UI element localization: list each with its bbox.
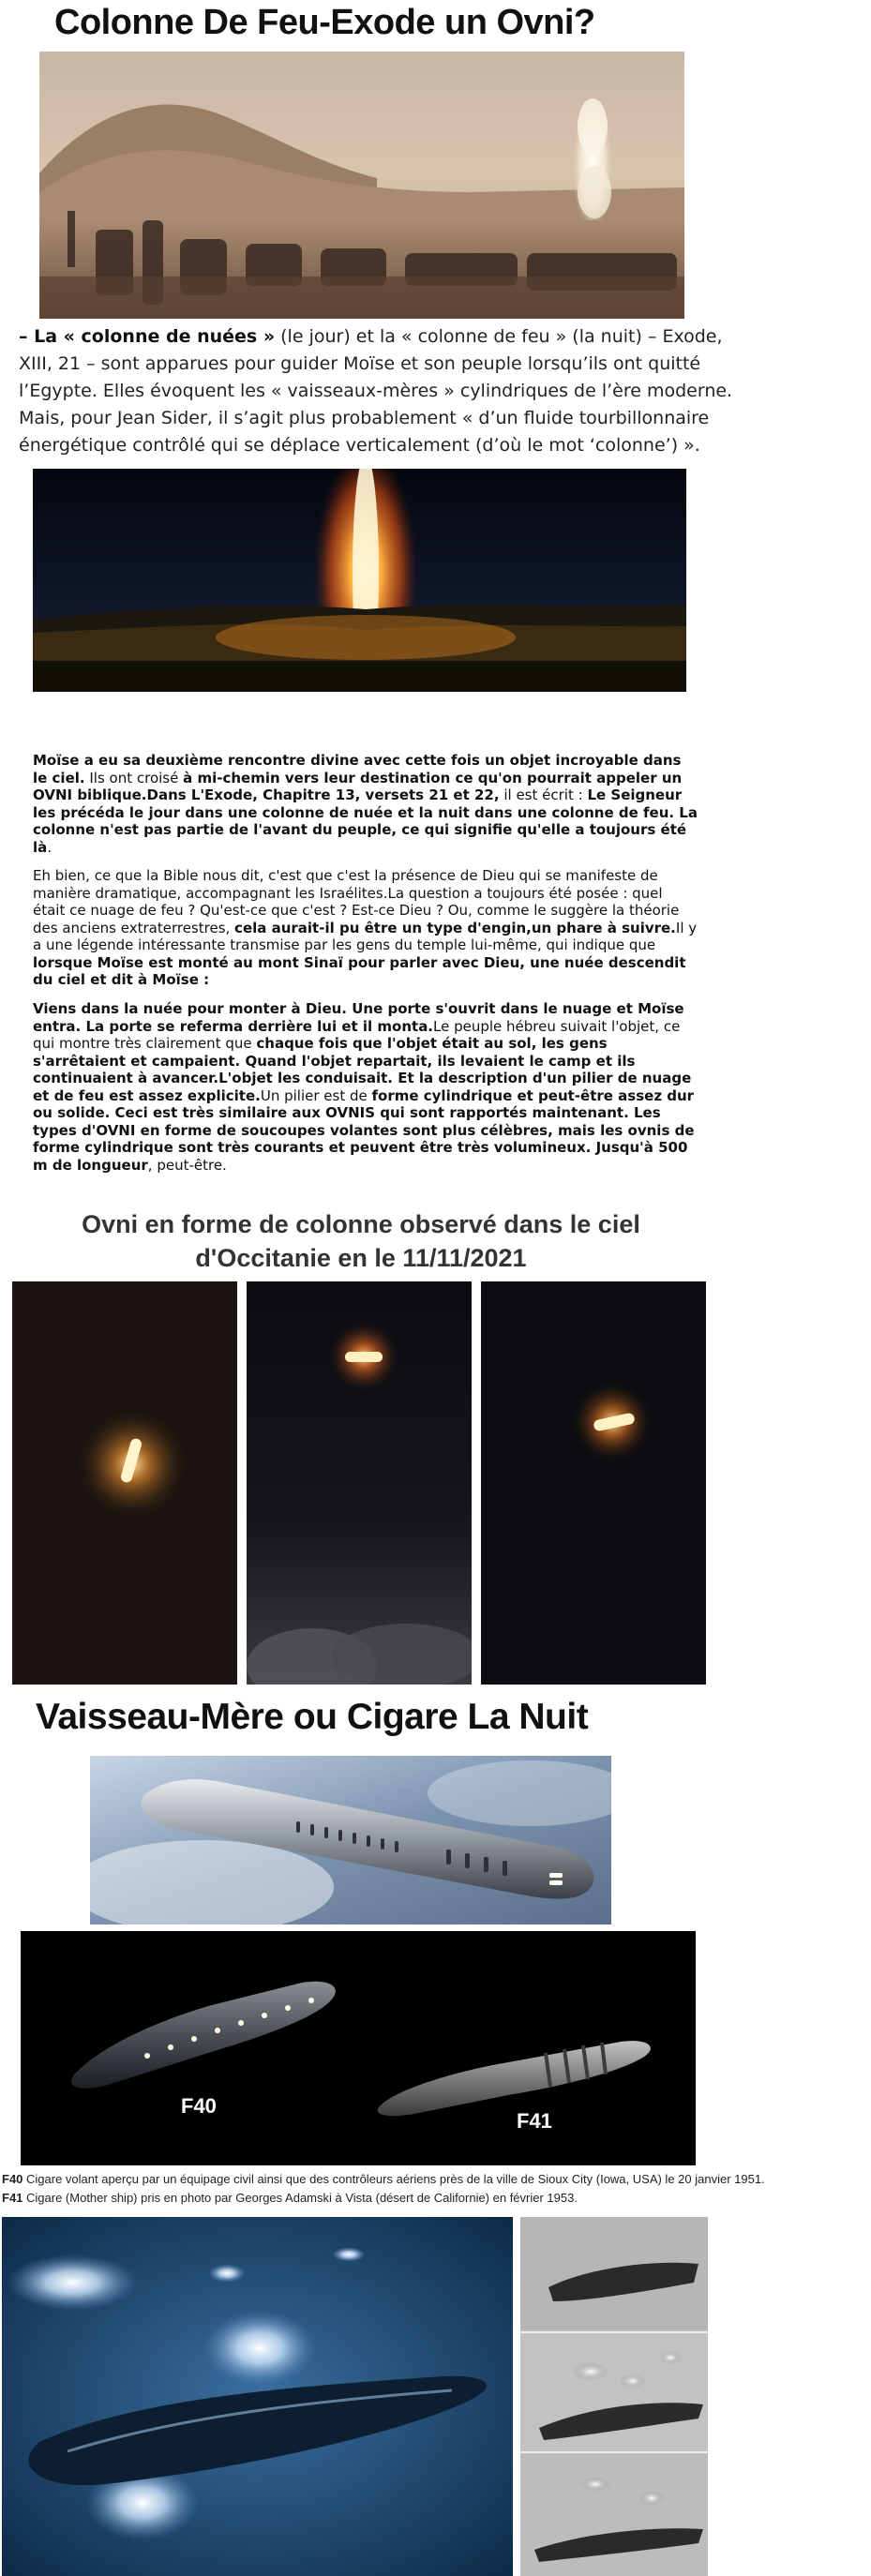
ufo-night-photo-2 [247, 1281, 472, 1685]
mothership-title: Vaisseau-Mère ou Cigare La Nuit [36, 1697, 589, 1737]
page-title: Colonne De Feu-Exode un Ovni? [54, 3, 595, 42]
intro-text: (le jour) et la « colonne de feu » (la nuit) – Exode, XIII, 21 – sont apparues pour guider Moïse et son peuple lorsqu’ils ont quitté l’Egypte. Elles évoquent les « vaisseaux-mères » cylindriques de l’ère moderne. Mais, pour Jean Sider, il s’agit plus probablement « d’un fluide tourbillonnaire énergétique contrôlé qui se déplace verticalement (d’où le mot ‘colonne’) ». [19, 326, 733, 456]
cloud-s3: chaque fois que l'objet était au sol, les gens s'arrêtaient et campaient. Quand l'objet repartait, ils levaient le camp et ils continuaient à avancer.L'objet les conduisait. Et la description d'un pilier de nuage et de feu est assez explicite. [33, 1035, 692, 1104]
bible-paragraph [33, 867, 698, 989]
moses-s1: Moïse a eu sa deuxième rencontre divine avec cette fois un objet incroyable dans le ciel. [33, 752, 682, 786]
cloud-s1: Viens dans la nuée pour monter à Dieu. Une porte s'ouvrit dans le nuage et Moïse entra. La porte se referma derrière lui et il monta. [33, 1000, 684, 1035]
caption-f41 [2, 2189, 864, 2208]
caption-f40 [2, 2170, 864, 2189]
exodus-desert-image [39, 52, 684, 319]
f41-label: F41 [517, 2109, 552, 2133]
moses-s5: Le Seigneur les précéda le jour dans une colonne de nuée et la nuit dans une colonne de feu. La colonne n'est pas partie de l'avant du peuple, ce qui signifie qu'elle a toujours été là [33, 786, 698, 856]
f40-f41-image [21, 1931, 696, 2165]
moses-s6: . [47, 838, 53, 856]
ufo-night-photo-1 [12, 1281, 237, 1685]
bible-s3: Il y a une légende intéressante transmise par les gens du temple lui-même, qui indique que [33, 919, 698, 953]
cloud-s6: , peut-être. [147, 1156, 227, 1174]
intro-paragraph [19, 323, 759, 459]
moses-paragraph [33, 752, 698, 856]
f40-label: F40 [181, 2094, 217, 2118]
moses-s4: il est écrit : [499, 786, 588, 803]
cloud-paragraph [33, 1000, 698, 1174]
cloud-s5: forme cylindrique et peut-être assez dur ou solide. Ceci est très similaire aux OVNIS qui sont rapportés maintenant. Les types d'OVNI en forme de soucoupes volantes sont plus célèbres, mais les ovnis de forme cylindrique sont très courants et peuvent être très volumineux. Jusqu'à 500 m de longueur [33, 1086, 695, 1174]
occitanie-title-line1: Ovni en forme de colonne observé dans le ciel [82, 1210, 640, 1238]
blue-cigar-photo [2, 2217, 513, 2576]
cloud-s4: Un pilier est de [260, 1086, 372, 1104]
bible-s2: cela aurait-il pu être un type d'engin,un phare à suivre. [234, 919, 676, 936]
moses-s3: à mi-chemin vers leur destination ce qu'on pourrait appeler un OVNI biblique.Dans L'Exode, Chapitre 13, versets 21 et 22, [33, 769, 683, 803]
adamski-photo-strip [520, 2217, 708, 2576]
caption-f41-text: Cigare (Mother ship) pris en photo par Georges Adamski à Vista (désert de Californie) en février 1953. [23, 2191, 578, 2205]
mothership-cigar-image [90, 1756, 611, 1925]
bible-s1: Eh bien, ce que la Bible nous dit, c'est que c'est la présence de Dieu qui se manifeste de manière dramatique, accompagnant les Israélites.La question a toujours été posée : quel était ce nuage de feu ? Qu'est-ce que c'est ? Est-ce Dieu ? Ou, comme le suggère la théorie des anciens extraterrestres, [33, 867, 680, 936]
caption-f40-text: Cigare volant aperçu par un équipage civil ainsi que des contrôleurs aériens près de la ville de Sioux City (Iowa, USA) le 20 janvier 1951. [23, 2172, 765, 2186]
intro-lead: – La « colonne de nuées » [19, 326, 276, 347]
occitanie-title-line2: d'Occitanie en le 11/11/2021 [195, 1244, 527, 1272]
caption-f41-label: F41 [2, 2191, 23, 2205]
bible-s4: lorsque Moïse est monté au mont Sinaï pour parler avec Dieu, une nuée descendit du ciel et dit à Moïse : [33, 953, 686, 988]
cloud-s2: Le peuple hébreu suivait l'objet, ce qui montre très clairement que [33, 1017, 681, 1052]
occitanie-title [28, 1207, 694, 1275]
caption-f40-label: F40 [2, 2172, 23, 2186]
ufo-night-photo-3 [481, 1281, 706, 1685]
pillar-of-fire-image [33, 469, 686, 692]
moses-s2: Ils ont croisé [84, 769, 184, 786]
